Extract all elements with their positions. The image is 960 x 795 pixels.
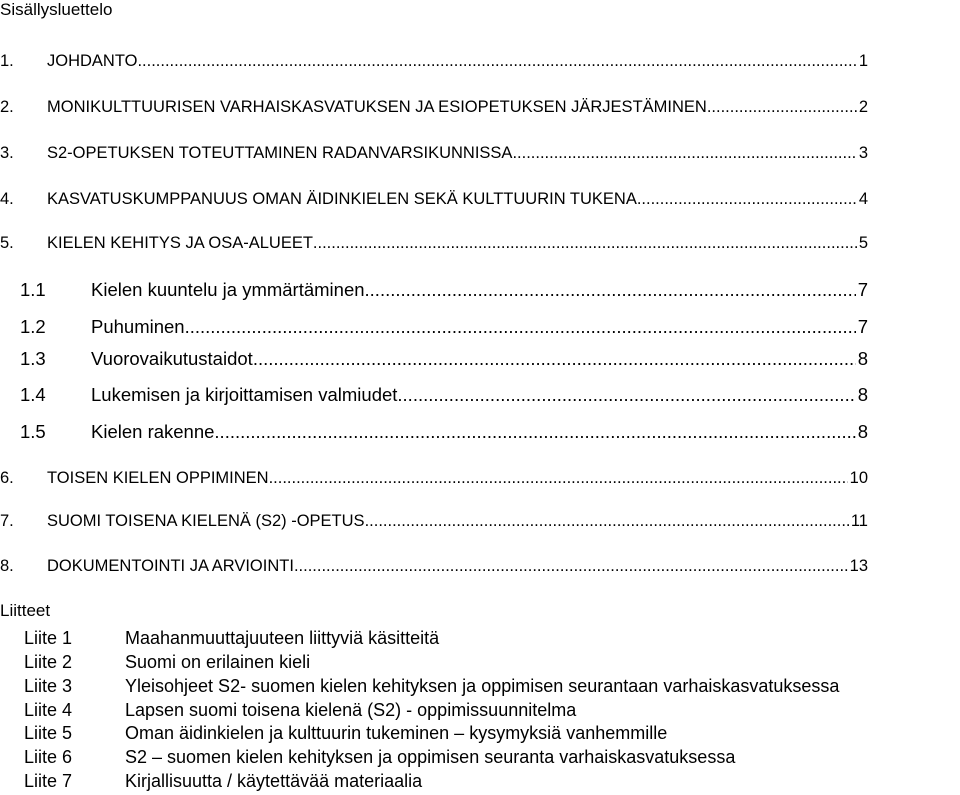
- appendix-item: [24, 626, 439, 650]
- toc-title: KASVATUSKUMPPANUUS OMAN ÄIDINKIELEN SEKÄ KULTTUURIN TUKENA: [47, 190, 637, 208]
- toc-entry[interactable]: [20, 316, 868, 338]
- toc-number: 1.1: [20, 279, 46, 300]
- appendix-text: Lapsen suomi toisena kielenä (S2) - oppimissuunnitelma: [125, 700, 577, 720]
- toc-leader: [637, 190, 857, 209]
- toc-entry[interactable]: [20, 279, 868, 301]
- toc-page-number: 13: [849, 557, 868, 575]
- appendices-title: Liitteet: [0, 601, 51, 620]
- toc-title: S2-OPETUKSEN TOTEUTTAMINEN RADANVARSIKUNNISSA: [47, 144, 513, 162]
- toc-title: KIELEN KEHITYS JA OSA-ALUEET: [47, 234, 313, 252]
- toc-number: 1.4: [20, 384, 46, 405]
- appendix-text: Oman äidinkielen ja kulttuurin tukeminen – kysymyksiä vanhemmille: [125, 723, 668, 743]
- appendix-label: Liite 3: [24, 676, 73, 696]
- appendix-label: Liite 6: [24, 747, 73, 767]
- toc-number: 3.: [0, 144, 14, 162]
- toc-page-number: 4: [858, 190, 868, 208]
- toc-leader: [253, 348, 856, 370]
- toc-entry[interactable]: [0, 234, 868, 256]
- toc-number: 1.3: [20, 348, 46, 369]
- toc-leader: [269, 469, 848, 488]
- toc-page-number: 5: [858, 234, 868, 252]
- toc-title: Kielen kuuntelu ja ymmärtäminen: [91, 279, 365, 300]
- toc-page-number: 8: [857, 384, 868, 405]
- appendix-item: [24, 674, 839, 698]
- toc-leader: [365, 279, 856, 301]
- toc-entry[interactable]: [0, 98, 868, 120]
- toc-number: 7.: [0, 512, 14, 530]
- toc-leader: [294, 557, 848, 576]
- toc-title: Lukemisen ja kirjoittamisen valmiudet: [91, 384, 398, 405]
- toc-entry[interactable]: [20, 348, 868, 370]
- toc-entry[interactable]: [0, 144, 868, 166]
- toc-page-number: 7: [857, 316, 868, 337]
- appendix-item: [24, 769, 422, 793]
- toc-page-number: 11: [850, 512, 868, 530]
- toc-entry[interactable]: [0, 190, 868, 212]
- toc-entry[interactable]: [0, 512, 868, 534]
- appendix-label: Liite 5: [24, 723, 73, 743]
- appendix-text: S2 – suomen kielen kehityksen ja oppimisen seuranta varhaiskasvatuksessa: [125, 747, 736, 767]
- toc-leader: [185, 316, 856, 338]
- appendix-item: [24, 721, 667, 745]
- toc-number: 4.: [0, 190, 14, 208]
- toc-leader: [137, 52, 856, 71]
- toc-number: 5.: [0, 234, 14, 252]
- toc-entry[interactable]: [0, 557, 868, 579]
- toc-number: 1.5: [20, 421, 46, 442]
- appendix-text: Yleisohjeet S2- suomen kielen kehityksen ja oppimisen seurantaan varhaiskasvatuksessa: [125, 676, 840, 696]
- toc-title: Vuorovaikutustaidot: [91, 348, 253, 369]
- toc-page-number: 3: [858, 144, 868, 162]
- toc-page-number: 7: [857, 279, 868, 300]
- appendix-item: [24, 698, 576, 722]
- appendix-label: Liite 4: [24, 700, 73, 720]
- toc-number: 1.: [0, 52, 14, 70]
- toc-page-number: 2: [858, 98, 868, 116]
- appendix-text: Suomi on erilainen kieli: [125, 652, 311, 672]
- toc-entry[interactable]: [20, 421, 868, 443]
- toc-title: DOKUMENTOINTI JA ARVIOINTI: [47, 557, 294, 575]
- toc-leader: [707, 98, 857, 117]
- toc-number: 6.: [0, 469, 14, 487]
- toc-page-number: 8: [857, 421, 868, 442]
- toc-title: MONIKULTTUURISEN VARHAISKASVATUKSEN JA ESIOPETUKSEN JÄRJESTÄMINEN: [47, 98, 707, 116]
- toc-entry[interactable]: [20, 384, 868, 406]
- toc-leader: [365, 512, 849, 531]
- appendix-item: [24, 745, 735, 769]
- toc-leader: [313, 234, 857, 253]
- appendix-text: Maahanmuuttajuuteen liittyviä käsitteitä: [125, 628, 440, 648]
- toc-entry[interactable]: [0, 52, 868, 74]
- toc-number: 8.: [0, 557, 14, 575]
- appendix-label: Liite 1: [24, 628, 73, 648]
- toc-title: JOHDANTO: [47, 52, 138, 70]
- toc-title: Kielen rakenne: [91, 421, 215, 442]
- toc-leader: [214, 421, 855, 443]
- toc-page-number: 1: [858, 52, 868, 70]
- appendix-item: [24, 650, 310, 674]
- page-title: Sisällysluettelo: [0, 0, 113, 19]
- appendix-text: Kirjallisuutta / käytettävää materiaalia: [125, 771, 423, 791]
- toc-number: 2.: [0, 98, 14, 116]
- toc-entry[interactable]: [0, 469, 868, 491]
- toc-leader: [397, 384, 855, 406]
- toc-title: SUOMI TOISENA KIELENÄ (S2) -OPETUS: [47, 512, 365, 530]
- toc-leader: [512, 144, 856, 163]
- toc-title: Puhuminen: [91, 316, 185, 337]
- toc-number: 1.2: [20, 316, 46, 337]
- toc-page-number: 10: [849, 469, 868, 487]
- appendix-label: Liite 2: [24, 652, 73, 672]
- toc-page-number: 8: [857, 348, 868, 369]
- appendix-label: Liite 7: [24, 771, 73, 791]
- toc-title: TOISEN KIELEN OPPIMINEN: [47, 469, 269, 487]
